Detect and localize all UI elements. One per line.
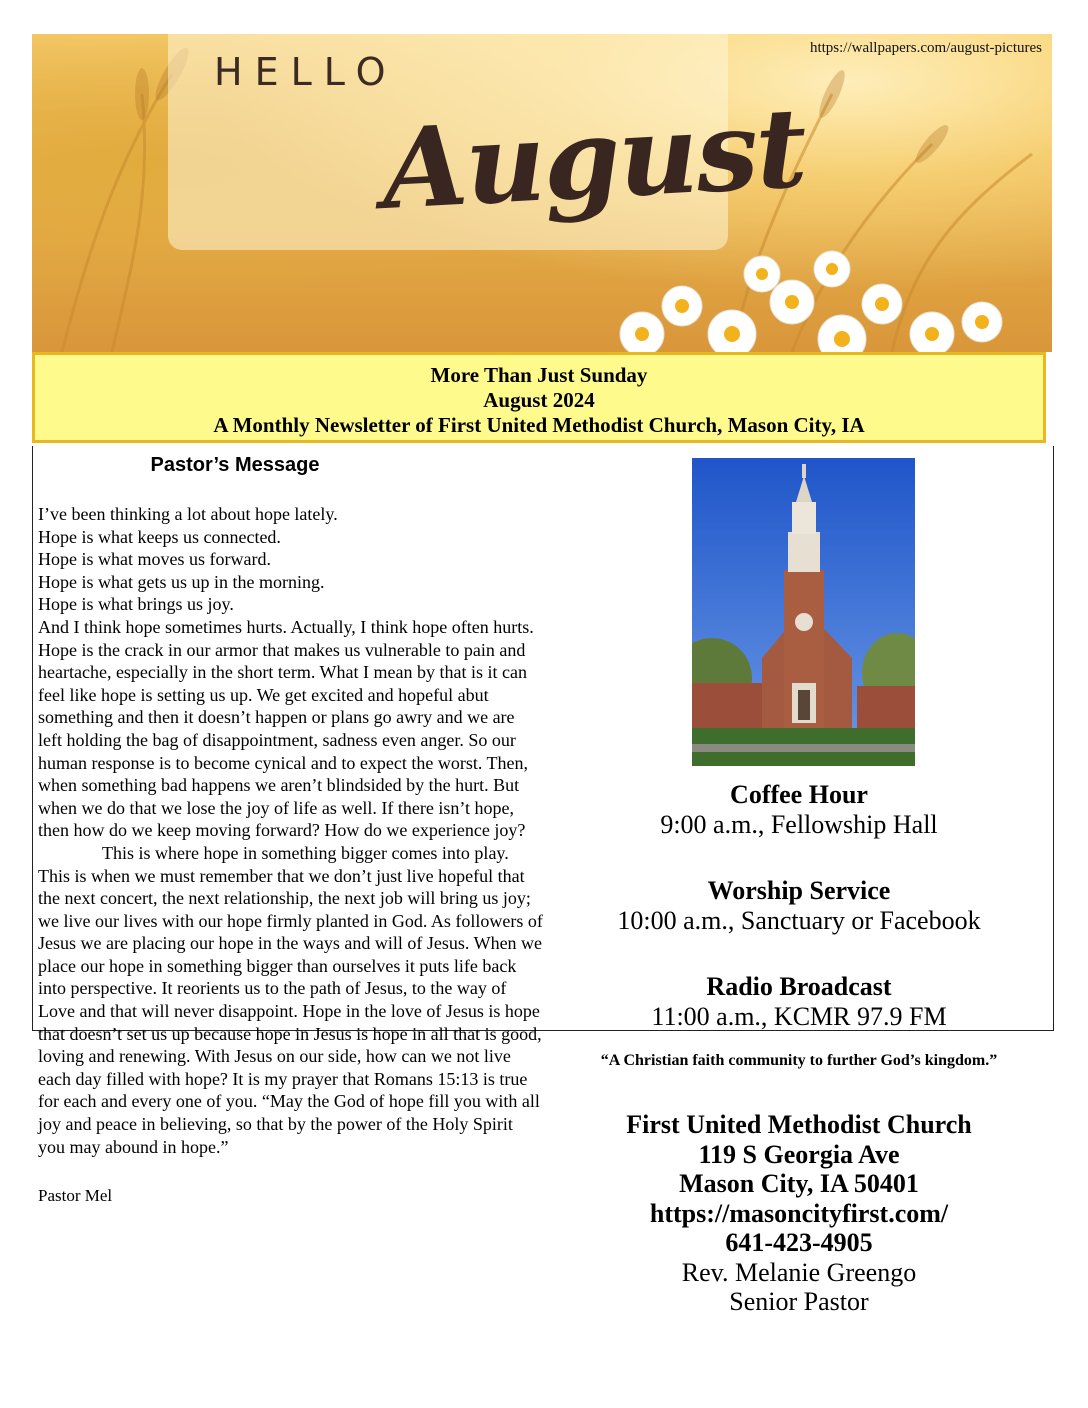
daisy-cluster [620,251,1002,352]
service-title: Radio Broadcast [706,972,892,1001]
newsletter-issue: August 2024 [483,388,595,412]
service-coffee-hour [548,780,1050,840]
newsletter-subtitle: A Monthly Newsletter of First United Methodist Church, Mason City, IA [213,413,865,437]
message-line: Hope is what gets us up in the morning. [38,571,325,592]
newsletter-name: More Than Just Sunday [430,363,648,387]
pastor-message-heading: Pastor’s Message [150,454,320,476]
pastor-message-column [38,454,543,1206]
message-paragraph: This is where hope in something bigger comes into play. This is when we must remember that we don’t just live hopeful that the next concert, the next relationship, the next job will bring us joy; we live our lives with our hope firmly planted in God. As followers of Jesus we are placing our hope in the ways and will of Jesus. When we place our hope in something bigger than ourselves it puts life back into perspective. It reorients us to the path of Jesus, to the way of Love and that will never disappoint. Hope in the love of Jesus is hope that doesn’t set us up because hope in Jesus is hope in all that is good, loving and renewing. With Jesus on our side, how can we not live each day filled with hope? It is my prayer that Romans 15:13 is true for each and every one of you. “May the God of hope fill you with all joy and peace in believing, so that by the power of the Holy Spirit you may abound in hope.” [38,842,543,1157]
service-detail: 11:00 a.m., KCMR 97.9 FM [651,1002,947,1031]
message-line: I’ve been thinking a lot about hope lately. [38,504,338,524]
service-radio [548,972,1050,1032]
message-paragraph: And I think hope sometimes hurts. Actually, I think hope often hurts. Hope is the crack in our armor that makes us vulnerable to pain and heartache, especially in the short term. What I mean by that is it can feel like hope is setting us up. We get excited and hopeful abut something and then it doesn’t happen or plans go awry and we are left holding the bag of disappointment, sadness even anger. So our human response is to become cynical and to expect the worst. Then, when something bad happens we aren’t blindsided by the hurt. But when we do that we lose the joy of life as well. If there isn’t hope, then how do we keep moving forward? How do we experience joy? [38,616,534,841]
banner-hello: HELLO [214,50,398,94]
church-city: Mason City, IA 50401 [679,1169,919,1198]
banner-month: August [378,83,809,234]
service-title: Worship Service [707,876,891,905]
message-line: Hope is what keeps us connected. [38,526,281,547]
service-detail: 10:00 a.m., Sanctuary or Facebook [617,906,981,935]
church-website[interactable]: https://masoncityfirst.com/ [649,1198,949,1228]
service-title: Coffee Hour [730,780,868,809]
newsletter-masthead [32,352,1046,443]
pastor-message-body [38,503,543,1158]
church-street: 119 S Georgia Ave [698,1139,900,1169]
service-detail: 9:00 a.m., Fellowship Hall [660,810,938,839]
header-banner [32,34,1052,352]
church-motto: “A Christian faith community to further God’s kingdom.” [600,1052,998,1069]
church-contact-block [548,1110,1050,1317]
pastor-role: Senior Pastor [729,1287,869,1316]
image-credit[interactable]: https://wallpapers.com/august-pictures [809,40,1042,56]
message-line: Hope is what brings us joy. [38,594,234,615]
pastor-signoff: Pastor Mel [38,1186,113,1206]
church-photo [692,458,915,766]
pastor-name: Rev. Melanie Greengo [681,1257,917,1287]
service-worship [548,876,1050,936]
church-phone: 641-423-4905 [725,1228,873,1257]
info-column [548,458,1050,1317]
church-name: First United Methodist Church [626,1110,972,1139]
message-line: Hope is what moves us forward. [38,549,271,570]
